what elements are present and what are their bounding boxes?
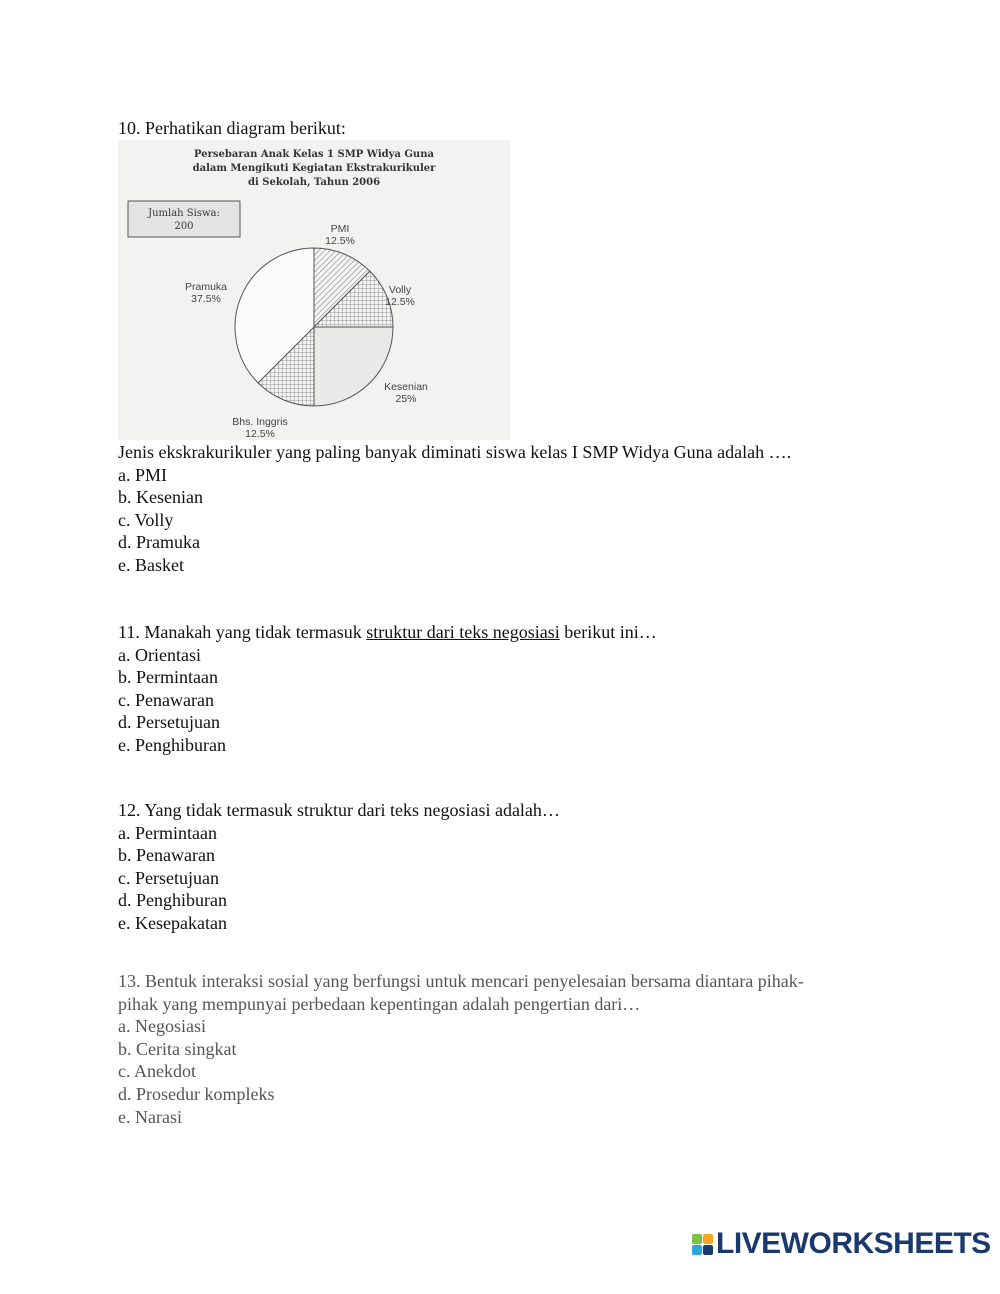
slice-name-label: PMI [330,223,350,235]
slice-value-label: 25% [395,393,417,405]
q10-option-b[interactable]: b. Kesenian [118,487,203,508]
q10-option-a[interactable]: a. PMI [118,464,167,485]
q12-prompt: 12. Yang tidak termasuk struktur dari teks negosiasi adalah… [118,800,560,820]
slice-name-label: Kesenian [384,381,428,393]
q10-option-d[interactable]: d. Pramuka [118,532,200,553]
q10-option-e[interactable]: e. Basket [118,554,184,575]
liveworksheets-logo [692,1227,991,1261]
q11-prompt-underlined: struktur dari teks negosiasi [366,622,560,642]
q11-option-e[interactable]: e. Penghiburan [118,734,226,755]
q11-prompt-start: 11. Manakah yang tidak termasuk [118,622,367,642]
q12-option-d[interactable]: d. Penghiburan [118,890,227,911]
student-count-value: 200 [174,221,194,232]
slice-name-label: Pramuka [184,281,228,293]
q12-option-a[interactable]: a. Permintaan [118,822,217,843]
logo-mark-icon [692,1234,713,1255]
student-count-label: Jumlah Siswa: [148,208,220,219]
q13-option-b[interactable]: b. Cerita singkat [118,1038,237,1059]
pie-chart [118,140,510,440]
q12-option-b[interactable]: b. Penawaran [118,845,215,866]
q11-option-a[interactable]: a. Orientasi [118,644,201,665]
pie-chart-image [118,140,510,440]
slice-value-label: 12.5% [325,235,355,247]
slice-name-label: Bhs. Inggris [232,416,288,428]
chart-title-line-3: di Sekolah, Tahun 2006 [247,177,381,188]
q11-option-c[interactable]: c. Penawaran [118,689,214,710]
q11-prompt [118,621,657,644]
q13-prompt-line-2: pihak yang mempunyai perbedaan kepentingan adalah pengertian dari… [118,993,641,1014]
q12-option-e[interactable]: e. Kesepakatan [118,912,227,933]
q13-option-c[interactable]: c. Anekdot [118,1061,196,1082]
q10-option-c[interactable]: c. Volly [118,509,174,530]
q13-option-d[interactable]: d. Prosedur kompleks [118,1083,275,1104]
q10-heading: 10. Perhatikan diagram berikut: [118,118,346,138]
q11-option-d[interactable]: d. Persetujuan [118,712,220,733]
logo-text: LIVEWORKSHEETS [716,1227,991,1260]
q11-option-b[interactable]: b. Permintaan [118,667,218,688]
q13-prompt-line-1: 13. Bentuk interaksi sosial yang berfungsi untuk mencari penyelesaian bersama diantara pihak- [118,971,804,991]
chart-title-line-1: Persebaran Anak Kelas 1 SMP Widya Guna [194,149,434,160]
slice-value-label: 12.5% [245,428,275,440]
q12-option-c[interactable]: c. Persetujuan [118,867,219,888]
slice-name-label: Volly [388,284,412,296]
q13-option-e[interactable]: e. Narasi [118,1106,182,1127]
q10-prompt: Jenis ekskrakurikuler yang paling banyak diminati siswa kelas I SMP Widya Guna adalah …. [118,442,792,462]
q13-option-a[interactable]: a. Negosiasi [118,1016,206,1037]
chart-title-line-2: dalam Mengikuti Kegiatan Ekstrakurikuler [192,163,436,174]
pie-slice-kesenian [314,327,393,406]
q11-prompt-end: berikut ini… [559,622,657,642]
slice-value-label: 37.5% [191,293,221,305]
slice-value-label: 12.5% [385,296,415,308]
